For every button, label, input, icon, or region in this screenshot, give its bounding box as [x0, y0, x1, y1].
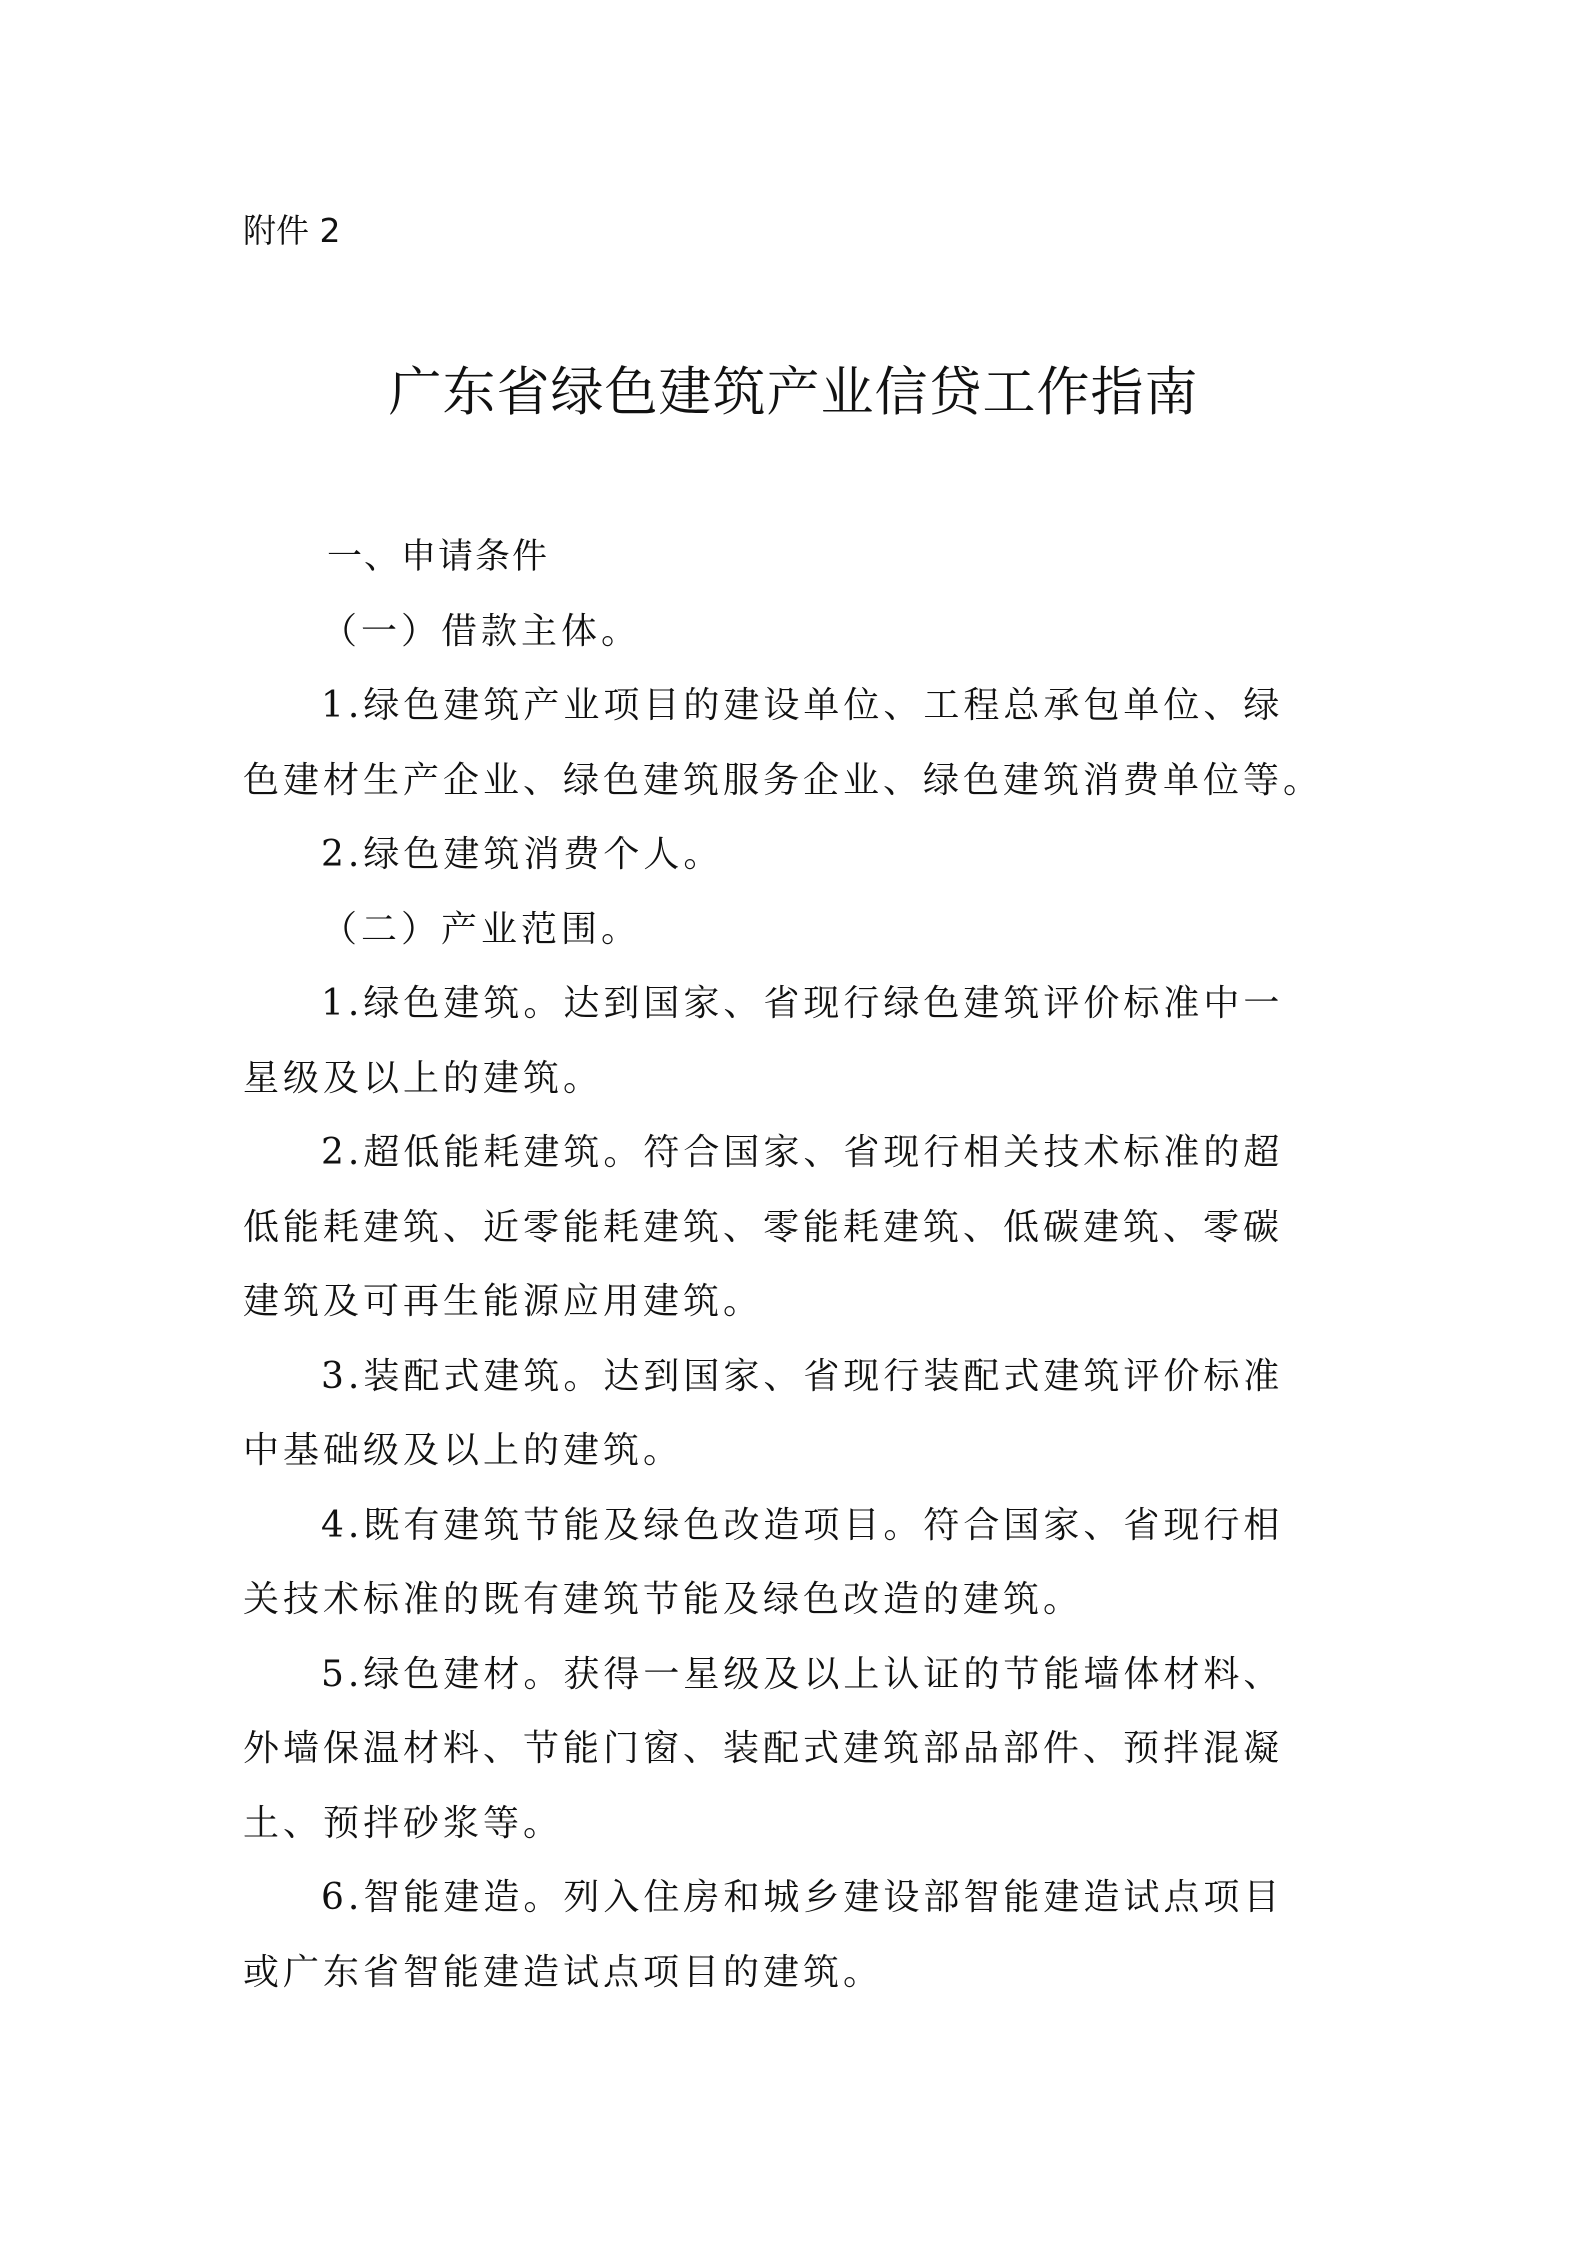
subsection-heading: （一）借款主体。 [321, 610, 642, 652]
paragraph-line: 色建材生产企业、绿色建筑服务企业、绿色建筑消费单位等。 [243, 759, 1324, 801]
paragraph-line: 外墙保温材料、节能门窗、装配式建筑部品部件、预拌混凝 [243, 1728, 1284, 1769]
document-body [243, 520, 1353, 2010]
paragraph-line: 建筑及可再生能源应用建筑。 [243, 1281, 764, 1322]
paragraph-line: 2.绿色建筑消费个人。 [321, 834, 724, 875]
paragraph-line: 4.既有建筑节能及绿色改造项目。符合国家、省现行相 [321, 1504, 1284, 1546]
paragraph-line: 3.装配式建筑。达到国家、省现行装配式建筑评价标准 [321, 1355, 1284, 1397]
paragraph-line: 6.智能建造。列入住房和城乡建设部智能建造试点项目 [321, 1877, 1284, 1918]
paragraph-line: 关技术标准的既有建筑节能及绿色改造的建筑。 [243, 1579, 1084, 1620]
paragraph-line: 1.绿色建筑产业项目的建设单位、工程总承包单位、绿 [321, 685, 1284, 726]
paragraph-line: 5.绿色建材。获得一星级及以上认证的节能墙体材料、 [321, 1653, 1284, 1695]
paragraph-line: 1.绿色建筑。达到国家、省现行绿色建筑评价标准中一 [321, 983, 1284, 1024]
document-title: 广东省绿色建筑产业信贷工作指南 [388, 362, 1199, 423]
paragraph-line: 中基础级及以上的建筑。 [243, 1430, 684, 1471]
paragraph-line: 或广东省智能建造试点项目的建筑。 [243, 1951, 884, 1993]
attachment-label: 附件 2 [243, 211, 341, 250]
paragraph-line: 低能耗建筑、近零能耗建筑、零能耗建筑、低碳建筑、零碳 [243, 1206, 1284, 1248]
paragraph-line: 星级及以上的建筑。 [243, 1057, 604, 1099]
section-heading: 一、申请条件 [327, 537, 550, 577]
paragraph-line: 2.超低能耗建筑。符合国家、省现行相关技术标准的超 [321, 1132, 1284, 1173]
paragraph-line: 土、预拌砂浆等。 [243, 1802, 564, 1844]
subsection-heading: （二）产业范围。 [321, 908, 642, 950]
